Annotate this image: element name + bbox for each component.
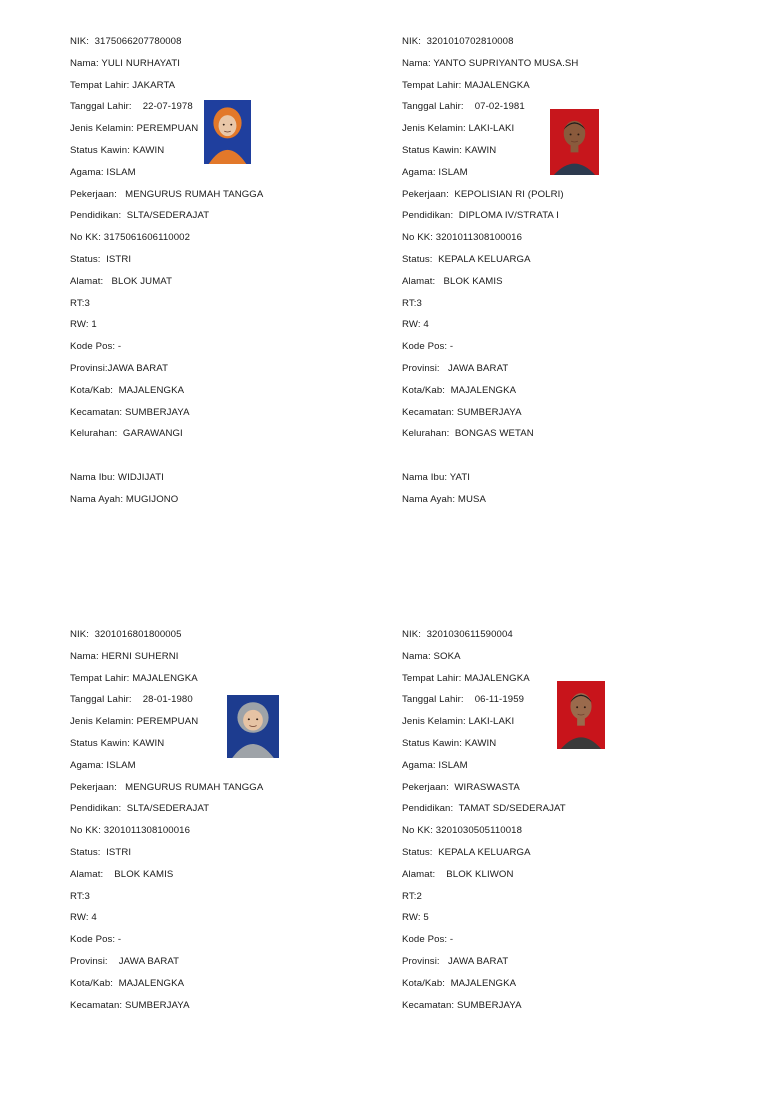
no-kk-field: No KK: 3201030505110018 xyxy=(402,825,523,837)
rw-field: RW: 5 xyxy=(402,912,429,924)
jenis-kelamin-field: Jenis Kelamin: PEREMPUAN xyxy=(70,716,199,728)
rw-field: RW: 4 xyxy=(402,319,429,331)
tanggal-lahir-field: Tanggal Lahir: 28-01-1980 xyxy=(70,694,193,706)
portrait-image xyxy=(204,100,251,164)
status-kawin-field: Status Kawin: KAWIN xyxy=(70,144,165,156)
alamat-field: Alamat: BLOK JUMAT xyxy=(70,275,173,287)
kelurahan-field: Kelurahan: GARAWANGI xyxy=(70,428,183,440)
kecamatan-field: Kecamatan: SUMBERJAYA xyxy=(70,999,190,1011)
kode-pos-field: Kode Pos: - xyxy=(70,341,122,353)
agama-field: Agama: ISLAM xyxy=(70,759,136,771)
agama-field: Agama: ISLAM xyxy=(70,166,136,178)
nama-ibu-field: Nama Ibu: WIDJIJATI xyxy=(70,472,164,484)
person-record xyxy=(70,36,390,516)
person-record xyxy=(70,629,390,1109)
rt-field: RT:3 xyxy=(70,890,90,902)
kode-pos-field: Kode Pos: - xyxy=(402,934,454,946)
spacer xyxy=(70,1043,390,1065)
pendidikan-field: Pendidikan: SLTA/SEDERAJAT xyxy=(70,210,210,222)
kode-pos-field: Kode Pos: - xyxy=(70,934,122,946)
spacer xyxy=(402,1043,722,1065)
kelurahan-field: Kelurahan: BONGAS WETAN xyxy=(402,428,534,440)
kota-kab-field: Kota/Kab: MAJALENGKA xyxy=(70,384,185,396)
alamat-field: Alamat: BLOK KAMIS xyxy=(70,868,174,880)
status-field: Status: KEPALA KELUARGA xyxy=(402,846,531,858)
nama-ibu-field xyxy=(70,1065,390,1087)
jenis-kelamin-field: Jenis Kelamin: LAKI-LAKI xyxy=(402,123,515,135)
rt-field: RT:3 xyxy=(402,297,422,309)
pekerjaan-field: Pekerjaan: MENGURUS RUMAH TANGGA xyxy=(70,188,264,200)
tempat-lahir-field: Tempat Lahir: JAKARTA xyxy=(70,79,176,91)
kota-kab-field: Kota/Kab: MAJALENGKA xyxy=(402,384,517,396)
rt-field: RT:2 xyxy=(402,890,422,902)
agama-field: Agama: ISLAM xyxy=(402,759,468,771)
nama-ayah-field xyxy=(70,1087,390,1109)
tanggal-lahir-field: Tanggal Lahir: 22-07-1978 xyxy=(70,101,193,113)
person-photo xyxy=(204,100,251,164)
pendidikan-field: Pendidikan: DIPLOMA IV/STRATA I xyxy=(402,210,559,222)
nik-field: NIK: 3201016801800005 xyxy=(70,629,182,640)
jenis-kelamin-field: Jenis Kelamin: PEREMPUAN xyxy=(70,123,199,135)
rt-field: RT:3 xyxy=(70,297,90,309)
tempat-lahir-field: Tempat Lahir: MAJALENGKA xyxy=(402,79,530,91)
kelurahan-field xyxy=(402,1021,722,1043)
tanggal-lahir-field: Tanggal Lahir: 07-02-1981 xyxy=(402,101,525,113)
no-kk-field: No KK: 3201011308100016 xyxy=(402,232,523,244)
person-record xyxy=(402,629,722,1109)
status-kawin-field: Status Kawin: KAWIN xyxy=(402,144,497,156)
status-field: Status: ISTRI xyxy=(70,253,132,265)
nama-field: Nama: SOKA xyxy=(402,650,461,662)
status-field: Status: KEPALA KELUARGA xyxy=(402,253,531,265)
no-kk-field: No KK: 3201011308100016 xyxy=(70,825,191,837)
kecamatan-field: Kecamatan: SUMBERJAYA xyxy=(70,406,190,418)
nama-ayah-field: Nama Ayah: MUGIJONO xyxy=(70,493,179,505)
person-photo xyxy=(550,109,599,175)
no-kk-field: No KK: 3175061606110002 xyxy=(70,232,191,244)
provinsi-field: Provinsi: JAWA BARAT xyxy=(402,955,509,967)
nik-field: NIK: 3175066207780008 xyxy=(70,36,182,47)
rw-field: RW: 4 xyxy=(70,912,97,924)
alamat-field: Alamat: BLOK KLIWON xyxy=(402,868,514,880)
provinsi-field: Provinsi: JAWA BARAT xyxy=(402,362,509,374)
person-photo xyxy=(227,695,279,758)
person-photo xyxy=(557,681,605,749)
nik-field: NIK: 3201010702810008 xyxy=(402,36,514,47)
tanggal-lahir-field: Tanggal Lahir: 06-11-1959 xyxy=(402,694,525,706)
kota-kab-field: Kota/Kab: MAJALENGKA xyxy=(402,977,517,989)
nama-ibu-field xyxy=(402,1065,722,1087)
provinsi-field: Provinsi:JAWA BARAT xyxy=(70,362,169,374)
pekerjaan-field: Pekerjaan: KEPOLISIAN RI (POLRI) xyxy=(402,188,564,200)
alamat-field: Alamat: BLOK KAMIS xyxy=(402,275,503,287)
status-field: Status: ISTRI xyxy=(70,846,132,858)
spacer xyxy=(402,450,722,472)
nama-ayah-field: Nama Ayah: MUSA xyxy=(402,493,486,505)
portrait-image xyxy=(557,681,605,749)
nama-field: Nama: YANTO SUPRIYANTO MUSA.SH xyxy=(402,57,579,69)
status-kawin-field: Status Kawin: KAWIN xyxy=(402,737,497,749)
pekerjaan-field: Pekerjaan: WIRASWASTA xyxy=(402,781,520,793)
provinsi-field: Provinsi: JAWA BARAT xyxy=(70,955,180,967)
portrait-image xyxy=(550,109,599,175)
tempat-lahir-field: Tempat Lahir: MAJALENGKA xyxy=(70,672,198,684)
kecamatan-field: Kecamatan: SUMBERJAYA xyxy=(402,406,522,418)
portrait-image xyxy=(227,695,279,758)
spacer xyxy=(70,450,390,472)
jenis-kelamin-field: Jenis Kelamin: LAKI-LAKI xyxy=(402,716,515,728)
pendidikan-field: Pendidikan: TAMAT SD/SEDERAJAT xyxy=(402,803,566,815)
kecamatan-field: Kecamatan: SUMBERJAYA xyxy=(402,999,522,1011)
nama-ibu-field: Nama Ibu: YATI xyxy=(402,472,471,484)
status-kawin-field: Status Kawin: KAWIN xyxy=(70,737,165,749)
person-record xyxy=(402,36,722,516)
tempat-lahir-field: Tempat Lahir: MAJALENGKA xyxy=(402,672,530,684)
nama-field: Nama: YULI NURHAYATI xyxy=(70,57,181,69)
nama-ayah-field xyxy=(402,1087,722,1109)
kota-kab-field: Kota/Kab: MAJALENGKA xyxy=(70,977,185,989)
kelurahan-field xyxy=(70,1021,390,1043)
pendidikan-field: Pendidikan: SLTA/SEDERAJAT xyxy=(70,803,210,815)
agama-field: Agama: ISLAM xyxy=(402,166,468,178)
pekerjaan-field: Pekerjaan: MENGURUS RUMAH TANGGA xyxy=(70,781,264,793)
rw-field: RW: 1 xyxy=(70,319,97,331)
nama-field: Nama: HERNI SUHERNI xyxy=(70,650,179,662)
kode-pos-field: Kode Pos: - xyxy=(402,341,454,353)
nik-field: NIK: 3201030611590004 xyxy=(402,629,513,640)
